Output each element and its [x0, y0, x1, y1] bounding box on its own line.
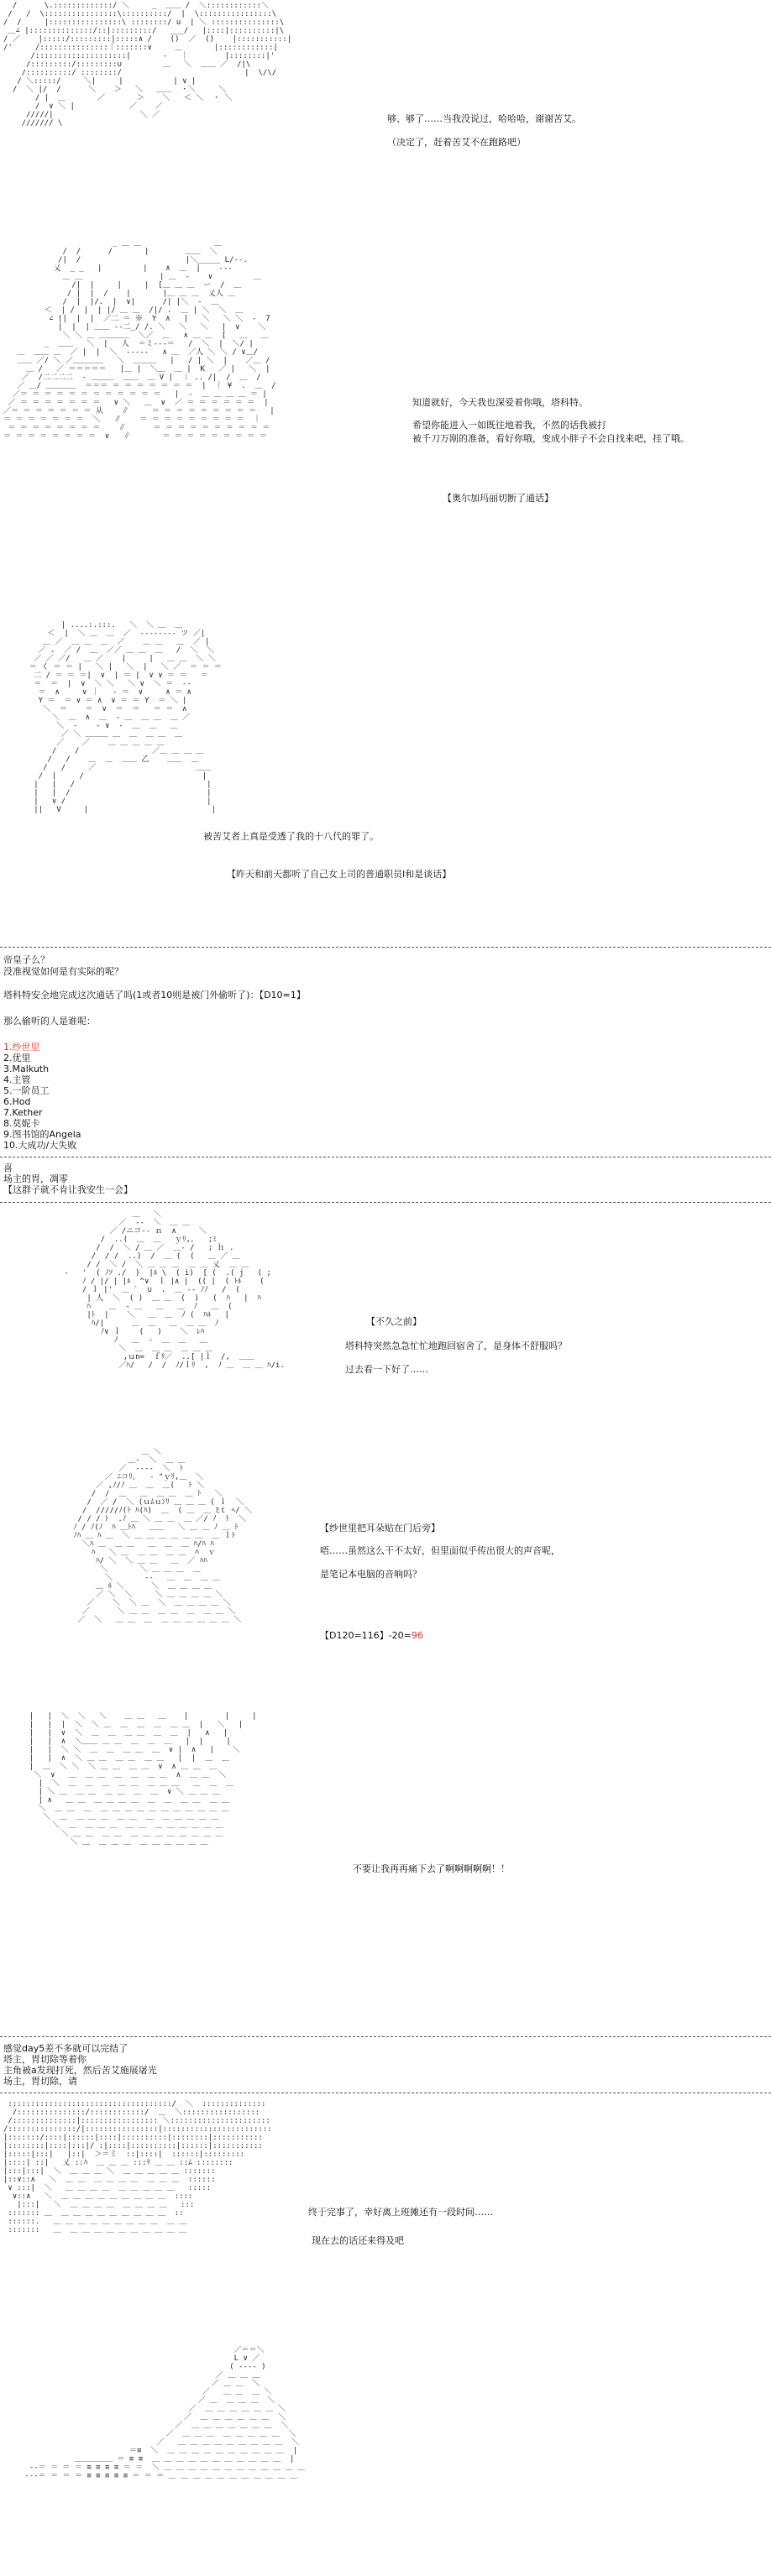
option-9: 9.图书馆的Angela [3, 1129, 81, 1140]
option-10: 10.大成功/大失败 [3, 1140, 77, 1151]
interlude1-line-1: 帝皇子么？ [3, 954, 50, 965]
scene7-dialog-1: 终于完事了，幸好离上班摊还有一段时间…… [308, 2207, 493, 2218]
option-7: 7.Kether [3, 1107, 43, 1118]
scene2-dialog-4: 【奥尔加玛丽切断了通话】 [443, 493, 553, 504]
ascii-art-scene8: ／＝＝＼ L ∨ ／ ( ‐‐‐‐ ) ／ ＿ ＿ ＿ ／ ＿ ＿ ＼ ／ ＿ ＿ ＿ ＼ ／ ＿ ＿ ＿ ＿ ＼ ／ ＿ ＿ ＿ ＿ ＿ ＿ ＼ ／ ＿ ＿ ＿ ＿ ＿ ＿ ＼ ／ ＿ ＿ ＿ ＿ ＿ ＿ ＿ ＼ ／ ＿ ＿ ＿ ＿ ＿ ＿ ＿ ＿ ＼ ／ ＿ ＿ ＿ ＿ ＿ ＿ ＿ ＿ ＿ ＼ ＝≡ ＼ ＿ ＿ ＿ ＿ ＿ ＿ ＿ ＿ ＿ ＿ | ＿＿＿＿＿ ＝ ≡ ≡ ＿ ＿ ＿ ＿ ＿ ＿ ＿ ＿ ＿ ＿ ＿ | ‐‐＝ ＝ ＝ ＝ ≡ ≡ ≡ ≡ ＝ ＝ ＼ ＿ ＿ ＿ ＿ ＿ ＿ ＿ ＿ ＿ ＿ ＿ ＿ ‐‐‐＝ ＝ ＝ ＝ ≡ ≡ ≡ ≡ ≡ ＝ ＝ ＝ ＿ ＿ ＿ ＿ ＿ ＿ ＿ ＿ ＿ ＿ ＿ [24, 2346, 305, 2480]
scene3-dialog-1: 被苦艾者上真是受透了我的十八代的罪了。 [203, 831, 379, 842]
ascii-art-scene1: / \.:::::::::::::/ ＼ _ ＿＿ / ＼::::::::::::＼ / / \::::::::::::::::\::::::::::/ | \::::::::::::::::\ / / |::::::::::::::::\ ::::::::/ u | ＼ :::::::::::::::\ ＿∠ |::::::::::::::/::|:::::::::/ ___/ |::::|::::::::::|\ / ／ |:::::/:::::::::|:::::∧ / () ／ () |:::::::::::| /' /:::::::::::::::｜:::::::∨ ＿ |::::::::::::| /::::::::::::::::::::| ‐ ｜ |::::::::|' /:::::::::/:::::::::∪ ＿ ＼ ＿＿ ／ /|\ /::::::::::/ ::::::::/ | \/\/ / ＼:::::/ ＼| | | ∨ | / ＼ |/ / ＼ ＞ ＼ ＿＿ ・＼ ＼ / | ＿ ／ ＞ ＼ ＜ ＼ ・ ＼ / ∨ ＼ | ／ ／ /////| ＼ ／ /////// \ [3, 2, 292, 128]
scene7-dialog-2: 现在去的话还来得及吧 [312, 2235, 404, 2246]
interlude3-line-4: 场主，胃切除，请 [3, 2076, 77, 2087]
divider-4 [0, 2036, 771, 2037]
scene1-dialog-2: （决定了，赶着苦艾不在跑路吧） [387, 137, 526, 148]
ascii-art-scene5: ＿ ＼ ＿‐ ＼ ＿ ＿ ／ ‐‐‐‐ ＼ ﾄ ／ ﾆコﾘ｡ ‐ "ｙﾘ,＿ ＼ ／ ,ﾉ/ﾉ ＿ ＿ ＿( ﾄ ＼ / / ＿ ＿ ＿ ＿ ＿ ﾄ ＼ / ／ / ＼ (ｕﾑｕﾝﾘ ＿ ＿ ＿ ( ｌ ＼ / /////ﾉ(ﾄ ﾊ(ﾊ) ＿ ( ＿ ＿ ﾋｔ ﾍ/ ＼ / / / ﾄ .ﾉ ＿ ＼ ＿ ＿ ＿ ／/ ﾉ ﾄ ＼ ﾉ / ﾉ(ﾉ ﾊ ＿ﾄﾊ ＿＿ ＼ ＿ ＿ ﾉ ＿ ﾄ ﾉﾊ ＿ ﾊ ＿ ＼ ＿ ＿ ＿ ＿ ＿ ＿ ＿ ｌﾄ ＼ﾊ ＿ ＿ ＿ ＿ ＿ ＿ ﾊ/ﾊ ﾊ ﾊ ＼ ＿ ＿ ＿ ＿ ＿ ﾊ ｖ ﾊ/ ＼ ＼ ＿ ＿ ＿ ／ ﾊﾊ ＼ ＼ ＿ ＿ ＿ ＿ ＼ ‐‐ ＿ ＿ ＿ ＿ ＿ ﾙ ＼ ＼ ＿ ＿ ＿ ＿ ／ ＼ ＼ ＼ ＿ ＿ ＿ ＿ ＼ ／ ＼ ＼ ＿ ＼ ＿ ＿ ＿ ＿ ＼ ／ ＼ ＿ ＿ ＿ ＿ ＿ ＿ ＿ ＼ ／ ＼ ＿ ＿ ＿ ＿ ＿ ＿ ＿ ＿ ＿ ＼ [73, 1448, 252, 1624]
option-8: 8.莫妮卡 [3, 1118, 40, 1129]
ascii-art-scene7: ::::::::::::::::::::::::::::::::::::/ ＼ :::::::::::::: /:::::::::::::::/::::::::::::/ ＿ ＼::::::::::::::::: /::::::::::::::|::::::::::::::::: ＼:::::::::::::::::::::: /:::::::::::::::/|::::::::::::::::|:::::::::::::::::::::::: |:::::::/::::|::::::|::::|::::::::::|::::::::|::::::::::: |::::::::|::::|:::|/ :|::::|::::::::::|::::::|::::::::::: |:::::|:::| |::| ＞＝ミ ::|::::| ::::::|::::::::: |::::| ::| 乂 ::ﾊ ＿ ＿ ＿ :::ﾘ ＿ ＿ ::ﾑ :::::::: |:::|:::| ＼ ＿ ＿ ＿ ＼ ＿ ＿ ＿ ＿ ＿ ::::::: |::∨::∧ ＼ ＿ ＿ ＿ ＿ ＿ ＿ ＿ ＿ ＿ :::::: ∨ :::| ＼ ＿ ＿ ＿ ＿ ＿ ＿ ＿ ＿ ＿ ::::: ∨::∧ ＼ ＿ ＿ ＿ ＿ ＿ ＿ ＿ ＿ ＿ :::: |:::| ＼ ＿ ＿ ＿ ＿ ＿ ＿ ＿ ＿ ::: ::::::: ＿ ＿ ＿ ＿ ＿ ＿ ＿ ＿ ＿ ＿ :: ::::::. ＿ ＿ ＿ ＿ ＿ ＿ ＿ ＿ ＿ ＿ ＿ ::::::: ＿ ＿ ＿ ＿ ＿ ＿ ＿ ＿ ＿ ＿ ＿ [3, 2100, 272, 2234]
scene3-dialog-2: 【昨天和前天都听了自己女上司的普通职员I和是谈话】 [227, 869, 452, 880]
scene5-roll-result: 96 [411, 1630, 423, 1641]
interlude1-line-2: 没准视觉如何是有实际的呢？ [3, 966, 123, 977]
option-6: 6.Hod [3, 1096, 31, 1107]
interlude3-line-1: 感觉day5差不多就可以完结了 [3, 2043, 128, 2054]
scene5-dialog-3: 是笔记本电脑的音响吗？ [320, 1569, 422, 1580]
interlude3-line-2: 塔主，胃切除等着你 [3, 2054, 87, 2065]
option-3: 3.Malkuth [3, 1063, 50, 1074]
interlude2-line-2: 场主的胃，凋零 [3, 1173, 68, 1184]
interlude3-line-3: 主角被a发现打死，然后苦艾施展屠光 [3, 2065, 157, 2076]
interlude1-line-6: 那么偷听的人是谁呢： [3, 1016, 96, 1027]
interlude1-options [3, 1042, 81, 1151]
interlude2-line-1: 喜 [3, 1163, 13, 1173]
scene2-dialog-3: 被千刀万剐的准备，看好你哦，变成小胖子不会自找来吧，挂了哦。 [412, 433, 690, 444]
interlude2-line-3: 【这群子就不肯让我安生一会】 [3, 1184, 133, 1195]
scene2-dialog-1: 知道就好，今天我也深爱着你哦，塔科特。 [412, 397, 588, 408]
scene5-roll-prefix: 【D120=116】-20= [320, 1630, 412, 1641]
ascii-art-scene4: ＿ ＼ ／ ‐‐ ＼ ＿ ＿ ／ /ニコ‐‐ ｎ ∧ ＼ / ..( ＿ ＿ ｙﾘ,｡ ;ﾐ / / ＼ / ＿ ／ ＿‐ / ; ｈ . / / / ..) / ＿ ( ( ＿ ／ ＿ / / ＼ / ＼ ＿ ＿ ＿ ＿ ＿ 乂 ＿ ＿ - ' ( ﾉｿ ./ ) |ﾙ \ ( i) [ ( .( j ( ; ﾉ / |/ | |ﾙ ^∨ ｌ |∧ | (( | ( ﾄﾙ ( / ｌ |' ＿ ˋ ∪ . ＿ ‐‐ ﾉﾉ / ( | 人 ＼ ( ) ＿ ＿ ( ) ( ﾊ | ﾊ ﾊ ＿ ‐ ＿ ＿ ＿ ﾉ ＿ ( |ﾄ | ＼ ＿ ＿ ﾉ ( ﾊﾙ | ﾊ/| ＿ ＿ ＿ ＿ ＿ ﾉ ﾉ∨ ｌ ( ) ＼ ﾚﾊ ﾉ ＿ ‐ ＿ ＿ ＿ ＼ ＿ ＿ ＿ ＿ ＿ ＿ ,ｕn= ｆﾘ／ ..[ |ｌ /, ＿＿ ／ﾊ/ / / ﾉ/ｌﾘ , ﾉ ＿ ＿ ＿ ﾊ/i. [64, 1210, 285, 1370]
scene5-roll [320, 1630, 423, 1642]
scene4-dialog-1: 【不久之前】 [366, 1316, 422, 1327]
ascii-art-scene2: _ ＿ ＿ ＿ / / / | ＿＿ ＼ /| / |＼_____ L/‐‐. 乂 _ _ | | ∧ ＿ | ‐‐‐ ＿ ＿ | ＿ ‐ ∨ ＿ /| | | | [＿ ＿ ＿ ー / ＿ / | | / | |＿ ＿ ＿ 乂人 ＿ / | |/. | ∨| /| |＼ ‐ ＿ ＜ | / | | |/ ＿ ＿ /|/ . ＿ | ＼ ＼ ＿ ∠ || | | ／二 ＝ ※ Y ∧ | ＼ ＼ ＼ - 7 | | | ＿＿ ‐‐二_/ /. ＼ ＼ ＼ | ∨ ＼ ＼ ＼ ＿ ＿＿＿＿ ＼／ ＿ ∧ ＿ ＿ [ ＿ ＿ _ ＿＿ ＼ | 人 ＝ミ‐‐‐＝ / ＼ | ＼/ | ＿ ＿＿ ＿ ／ | | ＼ ‐‐‐‐‐ ∧ ＿ ／人 ＼ ＼ / ∨＿/ ＿＿ ／/ ＼ ／＿＿＿＿ ＼ ＿＿＿ | / | ＼ | ／＿ / ＿ / ／ ＝＝＝＝＝ |＿ | ＼＿ ＿ | K ／ | ＼ | ／ /二二二二 ‐ ＿＿＿ ＿＿ ＿ V | ｜ .. /| / ＿ / ／ ＿/ ＿＿＿＿ ＝＝＝ ＝ ＝ ＝ ＝ ＝ ＝ ＝ | ｜ ¥ . ＿ / ／＝ ＝ ＝ ＝ ＝ ＝ ＝ ＝ ＝ ＝ ＝ ＝ | ‐ ＿ ＿ ＿ ＿ ＝ | ／ ＝ ＝ ＝ ＝ ＝ ＝ ＝ ∨ ＼ ＿ ∨ ／ ＝ ＝ ＝ ＝ ＝ ＝ | ／＝ ＝ ＝ ＝ ＝ ＝ ＝ 从 ∥ ＝ ＝ ＝ ＝ ＝ ＝ ＝ ＝ ＝ | ＝ ＝ ＝ ＝ ＝ ＝ ＝ ＼ ∥ ＝ ＝ ＝ ＝ ＝ ＝ ＝ ＝ ＝ ｜ ＝ ＝ ＝ ＝ ＝ ＝ ＝ ＝ ∥ ＝ ＝ ＝ ＝ ＝ ＝ ＝ ＝ ＝ ＝ ＝ ＝ ＝ ＝ ＝ ＝ ＝ ＝ ∨ ∥ ＝ ＝ ＝ ＝ ＝ ＝ ＝ ＝ ＝ [3, 239, 276, 441]
scene1-dialog-1: 够、够了……当我没说过，哈哈哈，谢谢苦艾。 [387, 113, 581, 124]
scene4-dialog-2: 塔科特突然急急忙忙地跑回宿舍了，是身体不舒服吗？ [345, 1340, 567, 1351]
option-1: 1.纱世里 [3, 1042, 40, 1053]
interlude1-roll-line: 塔科特安全地完成这次通话了吗(1或者10则是被门外偷听了)：【D10=1】 [3, 990, 306, 1001]
scene4-dialog-3: 过去看一下好了…… [345, 1364, 428, 1375]
option-2: 2.优里 [3, 1053, 31, 1063]
option-4: 4.主管 [3, 1074, 31, 1085]
scene5-dialog-1: 【纱世里把耳朵贴在门后旁】 [320, 1523, 440, 1534]
ascii-art-scene3: | ....:.:::. ＼ ＼ ＿ ＿ ＜ | ＼ ＿ ＿ ／ ‐‐‐‐‐‐‐‐ ツ ／| ＿ ／ ＿ ＿ ＿ ／ ＿ ＿ ＿ ／ | ／ . ／ / ＿ ／／ ＿ ＿ ＿ / ＼ ＼ ／ ／ ／/ ＿ ／ | | ＿ ＿ ＼ ＼ ＝ く ＝ ＝ | ＼ | ＼ | ＼ ／ ＝ ＝ ＝ 二 / ＝ ＝ ＝| ∨ | ＝ | ∨ ∨ ＝ ＝ ＝ ＝ ＝ | ∨ ＼ ＼ ＼ ∨ ＼ ＝ ‐‐ ＝ ∧ ∨ ｜ ‐ ＝ ∨ ∧ ＝ ∧ Y ＝ ＝ ∨ ＝ ∧ ∨ ＝ ＝ Y ＝ ＼ | ＼ ＝ ＝ ∨ ＝ ＝ ＝ ＝ ∧ ＼ ＿ ∧ ＿ ‐ ＿ ＿ ＿ ＿ ／ ＼ ‐ ‐ ∨ ‐ ＿ ＿ ＿ ／ ＼ ＿＿＿ ＿ ＿ ＿ ＿ ＿ ／ ／ ＿ ＿ ＿ ＿ ＿ / / ／＿ ＿ ＿ ＿ / / ＿ ＿ ＿＿ 乙 ＿＿ ＿ / / ／ ＿＿ / | / | | | / | | | / | | ∨ / | || V | | [29, 621, 222, 814]
divider-3 [0, 1202, 771, 1203]
scene2-dialog-2: 希望你能进入一如既往地着我，不然的话我被打 [412, 420, 606, 431]
scene6-dialog-1: 不要让我再再痛下去了啊啊啊啊啊！！ [353, 1863, 510, 1874]
interlude1-line-4 [3, 990, 306, 1001]
option-5: 5.一阶员工 [3, 1085, 50, 1096]
divider-1 [0, 947, 771, 948]
scene5-dialog-2: 唔……虽然这么干不太好，但里面似乎传出很大的声音呢， [320, 1545, 560, 1556]
ascii-art-scene6: | | ＼ ＼ ＼ ＿ ＿ ＿ | | | | | | ＼ ＼ ＿ ＿ ＿ ＿ ＿ ＿ | ＼ | | | ∨ ＼ ＿ ＿ ＿ ＿ ＿ ＿ | ∧ | | | ∧ ＼＿＿ ＿ ＿ ＿ ＿ ＿ | | | | | ＼ ＼ ＿ ＿ ＿ ＿ ＿ ∨ | ∧ | ＼ | | ∧ ＼ ＿ ＿ ＿ ＿ ＿ ＿ | | ＿ ＿ | ＿ ＼ ＼ ＼ ＿ ＿ ＿ ＿ ∨ ∧ ＿ ＿ ＿ ＼ ∨ ＿ ＿ ＿ ＿ ＿ ＿ ＿ ∧ ＿ ＿ ＼ | ＼ ＿ ＿ ＿ ＿ ＿ ＿ ＿ ＿ ＿ ＿ ＿ | ＼ ＿ ＿ ＿ ＿ ＿ ＿ ＿ ∨ ＼ ＿ ＿ ＿ | ∧ ＿ ＿ ＿ ＿ ＿ ＿ ＿ ＿ ＿ ＿ ＿ ＿ ＼ ＿ ＿ ＿ ＿ ＿ ＿ ＿ ＿ ＿ ＿ ＿ ＿ ＿ ＿ ＼ ＿ ＿ ＿ ＿ ＿ ＿ ＿ ＿ ＿ ＿ ＿ ＿ ＼ ＿ ＿ ＿ ＿ ＿ ＿ ＿ ＿ ＿ ＿ ＿ ＿ ＼ ＿ ＿ ＿ ＿ ＿ ＿ ＿ ＿ ＿ ＿ ＿ ＿ ＼ ＿ ＿ ＿ ＿ ＿ ＿ ＿ ＿ ＿ ＿ [29, 1712, 257, 1847]
